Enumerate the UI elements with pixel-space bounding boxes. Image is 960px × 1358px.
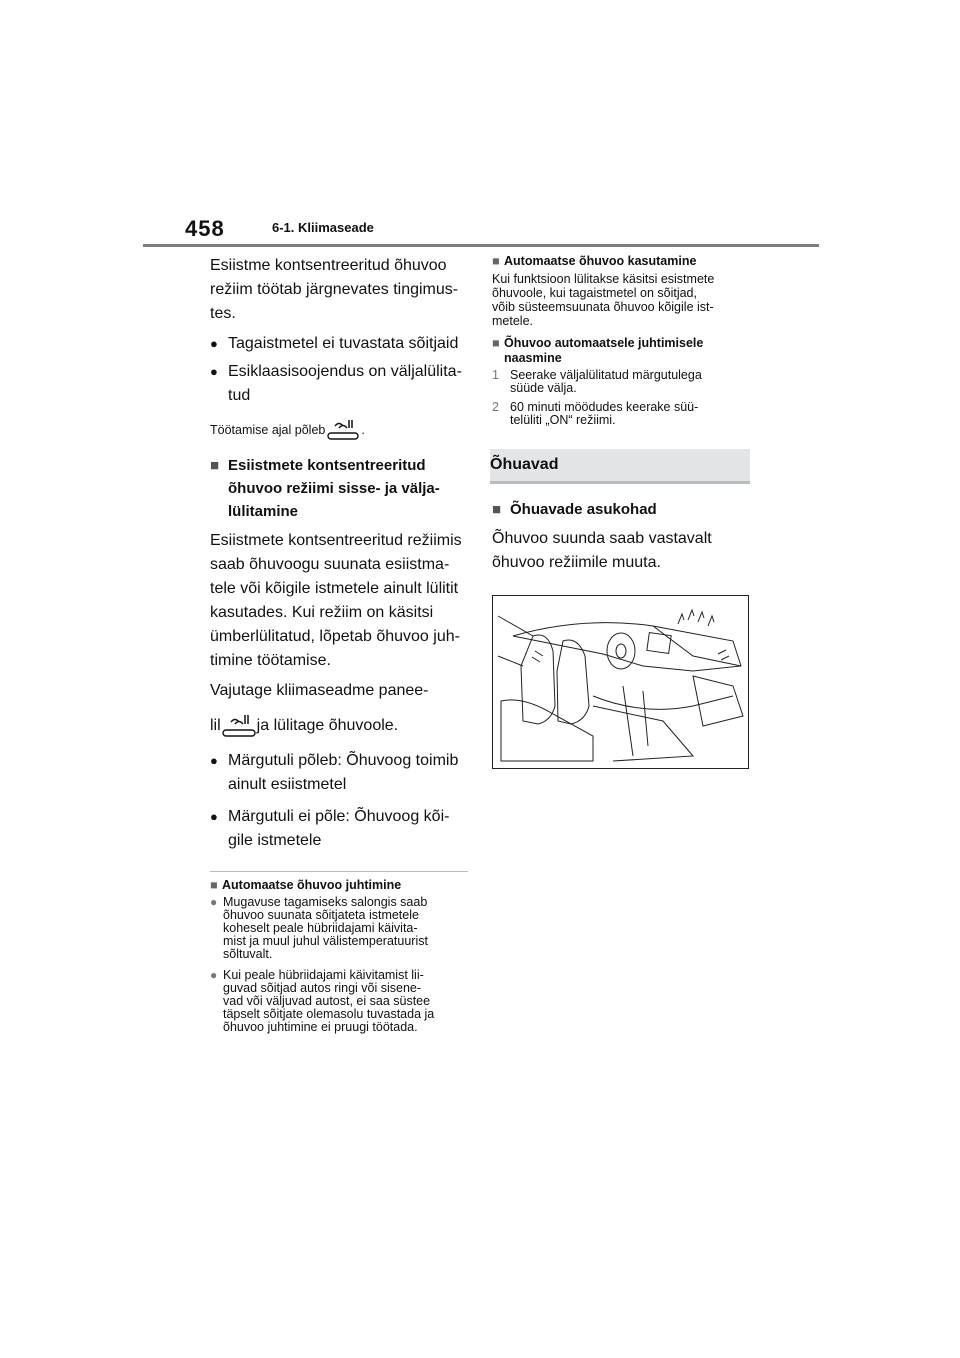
front-seat-airflow-button-icon <box>221 713 257 739</box>
body-paragraph: Õhuvoo suunda saab vastavalt õhuvoo režiimile muuta. <box>492 530 712 571</box>
note-divider <box>210 871 468 872</box>
note-heading: ■ Õhuvoo automaatsele juhtimisele naasmine <box>492 336 704 365</box>
note-item: ● Mugavuse tagamiseks salongis saab õhuvoo suunata sõitjateta istmetele koheselt peale hübriidajami käivita- mist ja muul juhul välistemperatuurist sõltuvalt. <box>210 895 428 961</box>
section-title: 6-1. Kliimaseade <box>272 220 374 235</box>
instruction-paragraph: Vajutage kliimaseadme panee- <box>210 682 429 699</box>
intro-paragraph: Esiistme kontsentreeritud õhuvoo režiim töötab järgnevates tingimus- tes. <box>210 257 459 322</box>
note-paragraph: Kui funktsioon lülitakse käsitsi esistmete õhuvoole, kui tagaistmetel on sõitjad, võib süsteemsuunata õhuvoo kõigile ist- metele. <box>492 272 715 328</box>
note-heading: ■ Automaatse õhuvoo kasutamine <box>492 254 697 268</box>
section-heading: ■ Õhuavade asukohad <box>492 501 657 518</box>
bullet-item: ● Märgutuli põleb: Õhuvoog toimib ainult esiistmetel <box>210 752 459 793</box>
instruction-paragraph-cont: lil ja lülitage õhuvoole. <box>210 713 472 739</box>
note-item: ● Kui peale hübriidajami käivitamist lii- guvad sõitjad autos ringi või sisene- vad või väljuvad autost, ei saa süstee täpselt sõitjate olemasolu tuvastada ja õhuvoo juhtimine ei pruugi töötada. <box>210 968 435 1034</box>
indicator-caption: Töötamise ajal põleb . <box>210 418 472 442</box>
note-heading: ■ Automaatse õhuvoo juhtimine <box>210 878 402 892</box>
front-seat-airflow-icon <box>325 418 361 442</box>
left-column <box>210 254 472 1042</box>
bullet-item: ● Esiklaasisoojendus on väljalülita- tud <box>210 363 462 404</box>
body-paragraph: Esiistmete kontsentreeritud režiimis saab õhuvoogu suunata esiistma- tele või kõigile istmetele ainult lülitit kasutades. Kui režiim on käsitsi ümberlülitatud, lõpetab õhuvoo juh- timine töötamise. <box>210 532 462 669</box>
step-item: 2 60 minuti möödudes keerake süü- telüliti „ON“ režiimi. <box>492 400 699 427</box>
header-rule <box>143 244 819 247</box>
bullet-item: ● Märgutuli ei põle: Õhuvoog kõi- gile istmetele <box>210 808 450 849</box>
section-heading: ■ Esiistmete kontsentreeritud õhuvoo režiimi sisse- ja välja- lülitamine <box>210 457 440 520</box>
chapter-banner: Õhuavad <box>490 449 750 484</box>
step-item: 1 Seerake väljalülitatud märgutulega süüde välja. <box>492 368 702 395</box>
bullet-item: ● Tagaistmetel ei tuvastata sõitjaid <box>210 335 459 352</box>
page-number: 458 <box>185 216 225 241</box>
car-interior-vents-illustration <box>492 595 749 769</box>
right-column <box>492 254 754 774</box>
